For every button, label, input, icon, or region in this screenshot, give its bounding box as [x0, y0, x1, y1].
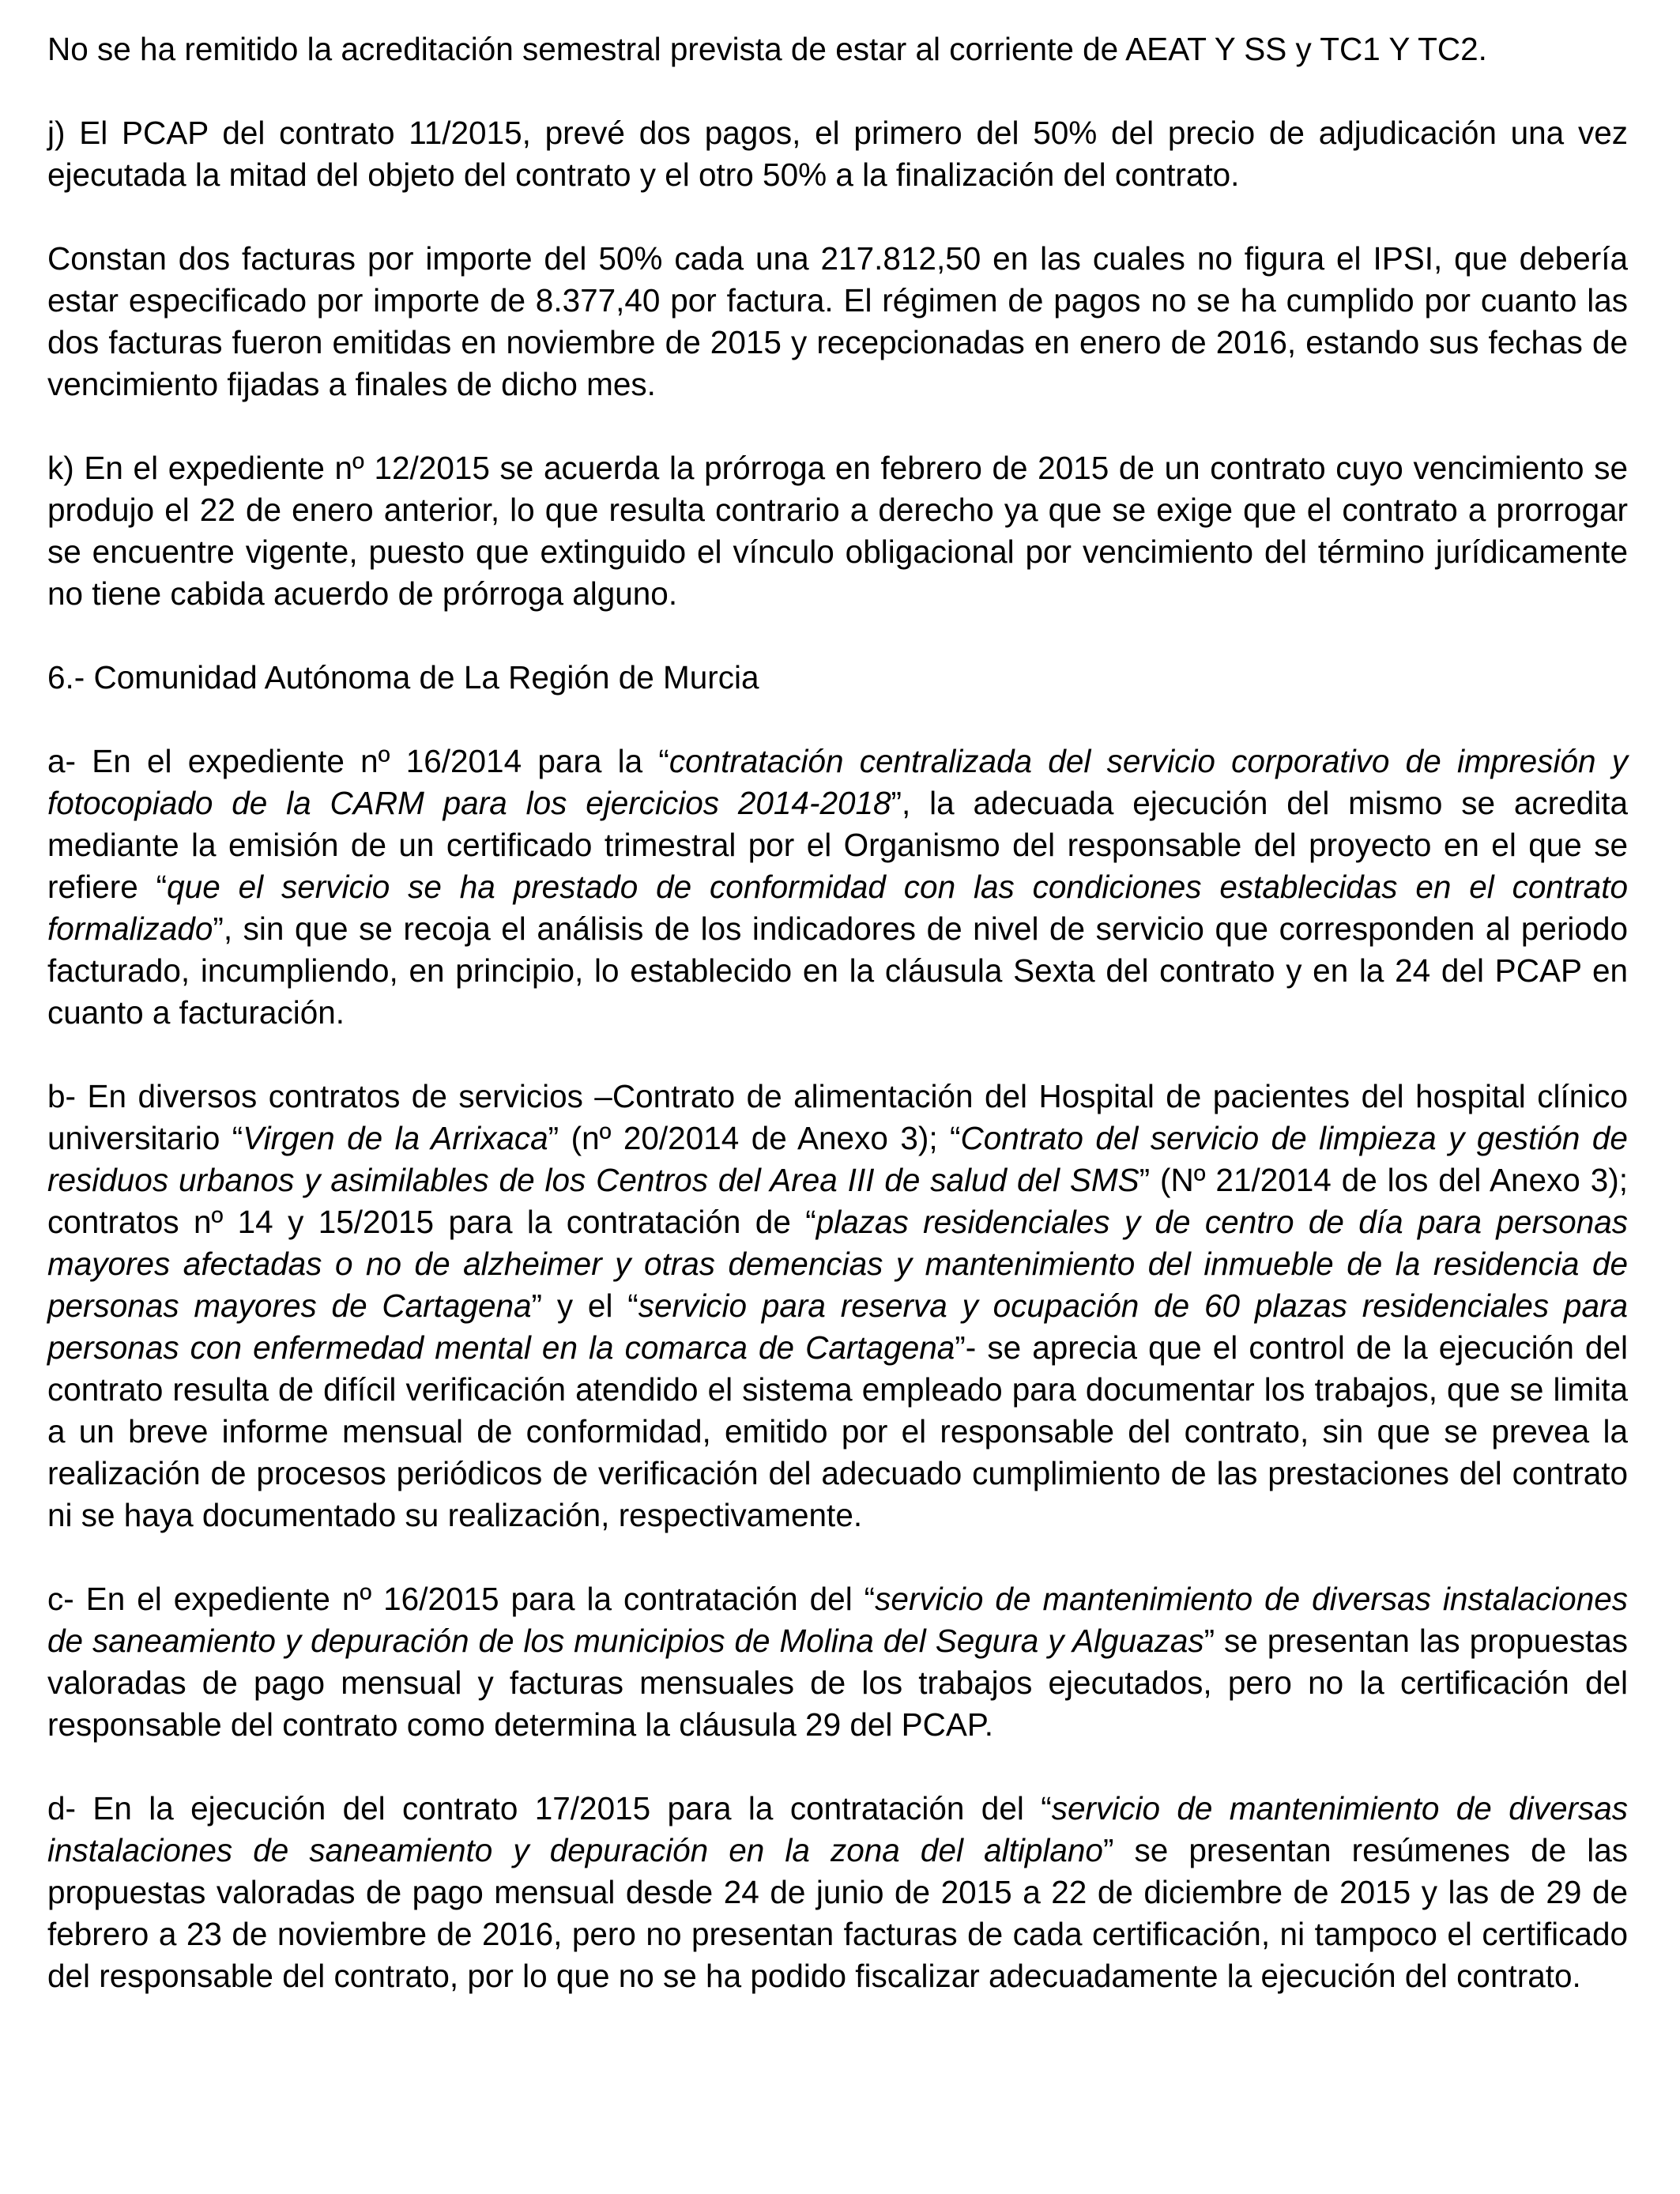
paragraph-item-j: [47, 112, 1628, 196]
text-segment: j) El PCAP del contrato 11/2015, prevé dos pagos, el primero del 50% del precio de adjudicación una vez ejecutada la mitad del objeto del contrato y el otro 50% a la finalización del contrato.: [47, 115, 1628, 193]
text-segment: No se ha remitido la acreditación semestral prevista de estar al corriente de AEAT Y SS y TC1 Y TC2.: [47, 31, 1487, 67]
italic-text-segment: servicio de mantenimiento de diversas instalaciones de saneamiento y depuración de los municipios de Molina del Segura y Alguazas: [47, 1581, 1629, 1659]
text-segment: ” se presentan las propuestas valoradas de pago mensual y facturas mensuales de los trabajos ejecutados, pero no la certificación del responsable del contrato como determina la cláusula 29 del PCAP.: [47, 1623, 1628, 1743]
section-heading-text: 6.- Comunidad Autónoma de La Región de Murcia: [47, 659, 759, 696]
text-segment: k) En el expediente nº 12/2015 se acuerda la prórroga en febrero de 2015 de un contrato cuyo vencimiento se produjo el 22 de enero anterior, lo que resulta contrario a derecho ya que se exige que el contrato a prorrogar se encuentre vigente, puesto que extinguido el vínculo obligacional por vencimiento del término jurídicamente no tiene cabida acuerdo de prórroga alguno.: [47, 450, 1628, 612]
text-segment: ”, sin que se recoja el análisis de los indicadores de nivel de servicio que corresponden al periodo facturado, incumpliendo, en principio, lo establecido en la cláusula Sexta del contrato y en la 24 del PCAP en cuanto a facturación.: [47, 910, 1628, 1031]
paragraph-item-d: [47, 1788, 1628, 1997]
paragraph-item-k: [47, 447, 1628, 615]
italic-text-segment: servicio de mantenimiento de diversas instalaciones de saneamiento y depuración en la zona del altiplano: [47, 1790, 1628, 1868]
italic-text-segment: servicio para reserva y ocupación de 60 plazas residenciales para personas con enfermedad mental en la comarca de Cartagena: [47, 1287, 1628, 1366]
text-segment: ”- se aprecia que el control de la ejecución del contrato resulta de difícil verificación atendido el sistema empleado para documentar los trabajos, que se limita a un breve informe mensual de conformidad, emitido por el responsable del contrato, sin que se prevea la realización de procesos periódicos de verificación del adecuado cumplimiento de las prestaciones del contrato ni se haya documentado su realización, respectivamente.: [47, 1329, 1628, 1533]
text-segment: ” (Nº 21/2014 de los del Anexo 3); contratos nº 14 y 15/2015 para la contratación de “: [47, 1162, 1628, 1240]
section-heading: [47, 657, 1628, 699]
text-segment: ”, la adecuada ejecución del mismo se acredita mediante la emisión de un certificado trimestral por el Organismo del responsable del proyecto en el que se refiere “: [47, 785, 1628, 905]
italic-text-segment: que el servicio se ha prestado de conformidad con las condiciones establecidas en el contrato formalizado: [47, 869, 1628, 947]
paragraph-item-c: [47, 1578, 1628, 1746]
paragraph-item-b: [47, 1076, 1628, 1536]
text-segment: ” (nº 20/2014 de Anexo 3); “: [548, 1120, 961, 1156]
italic-text-segment: Virgen de la Arrixaca: [243, 1120, 548, 1156]
paragraph-item-a: [47, 741, 1628, 1034]
text-segment: d- En la ejecución del contrato 17/2015 para la contratación del “: [47, 1790, 1052, 1826]
text-segment: b- En diversos contratos de servicios –Contrato de alimentación del Hospital de pacientes del hospital clínico universitario “: [47, 1078, 1628, 1156]
text-segment: a- En el expediente nº 16/2014 para la “: [47, 743, 669, 779]
text-segment: Constan dos facturas por importe del 50% cada una 217.812,50 en las cuales no figura el IPSI, que debería estar especificado por importe de 8.377,40 por factura. El régimen de pagos no se ha cumplido por cuanto las dos facturas fueron emitidas en noviembre de 2015 y recepcionadas en enero de 2016, estando sus fechas de vencimiento fijadas a finales de dicho mes.: [47, 240, 1628, 402]
document-page: [47, 28, 1628, 2039]
italic-text-segment: plazas residenciales y de centro de día para personas mayores afectadas o no de alzheimer y otras demencias y mantenimiento del inmueble de la residencia de personas mayores de Cartagena: [47, 1204, 1628, 1324]
paragraph-facturas: [47, 238, 1628, 405]
italic-text-segment: Contrato del servicio de limpieza y gestión de residuos urbanos y asimilables de los Centros del Area III de salud del SMS: [47, 1120, 1628, 1198]
italic-text-segment: contratación centralizada del servicio corporativo de impresión y fotocopiado de la CARM para los ejercicios 2014-2018: [47, 743, 1628, 821]
paragraph-acreditacion: [47, 28, 1628, 70]
text-segment: ” se presentan resúmenes de las propuestas valoradas de pago mensual desde 24 de junio de 2015 a 22 de diciembre de 2015 y las de 29 de febrero a 23 de noviembre de 2016, pero no presentan facturas de cada certificación, ni tampoco el certificado del responsable del contrato, por lo que no se ha podido fiscalizar adecuadamente la ejecución del contrato.: [47, 1832, 1629, 1994]
text-segment: c- En el expediente nº 16/2015 para la contratación del “: [47, 1581, 876, 1617]
text-segment: ” y el “: [531, 1287, 638, 1324]
